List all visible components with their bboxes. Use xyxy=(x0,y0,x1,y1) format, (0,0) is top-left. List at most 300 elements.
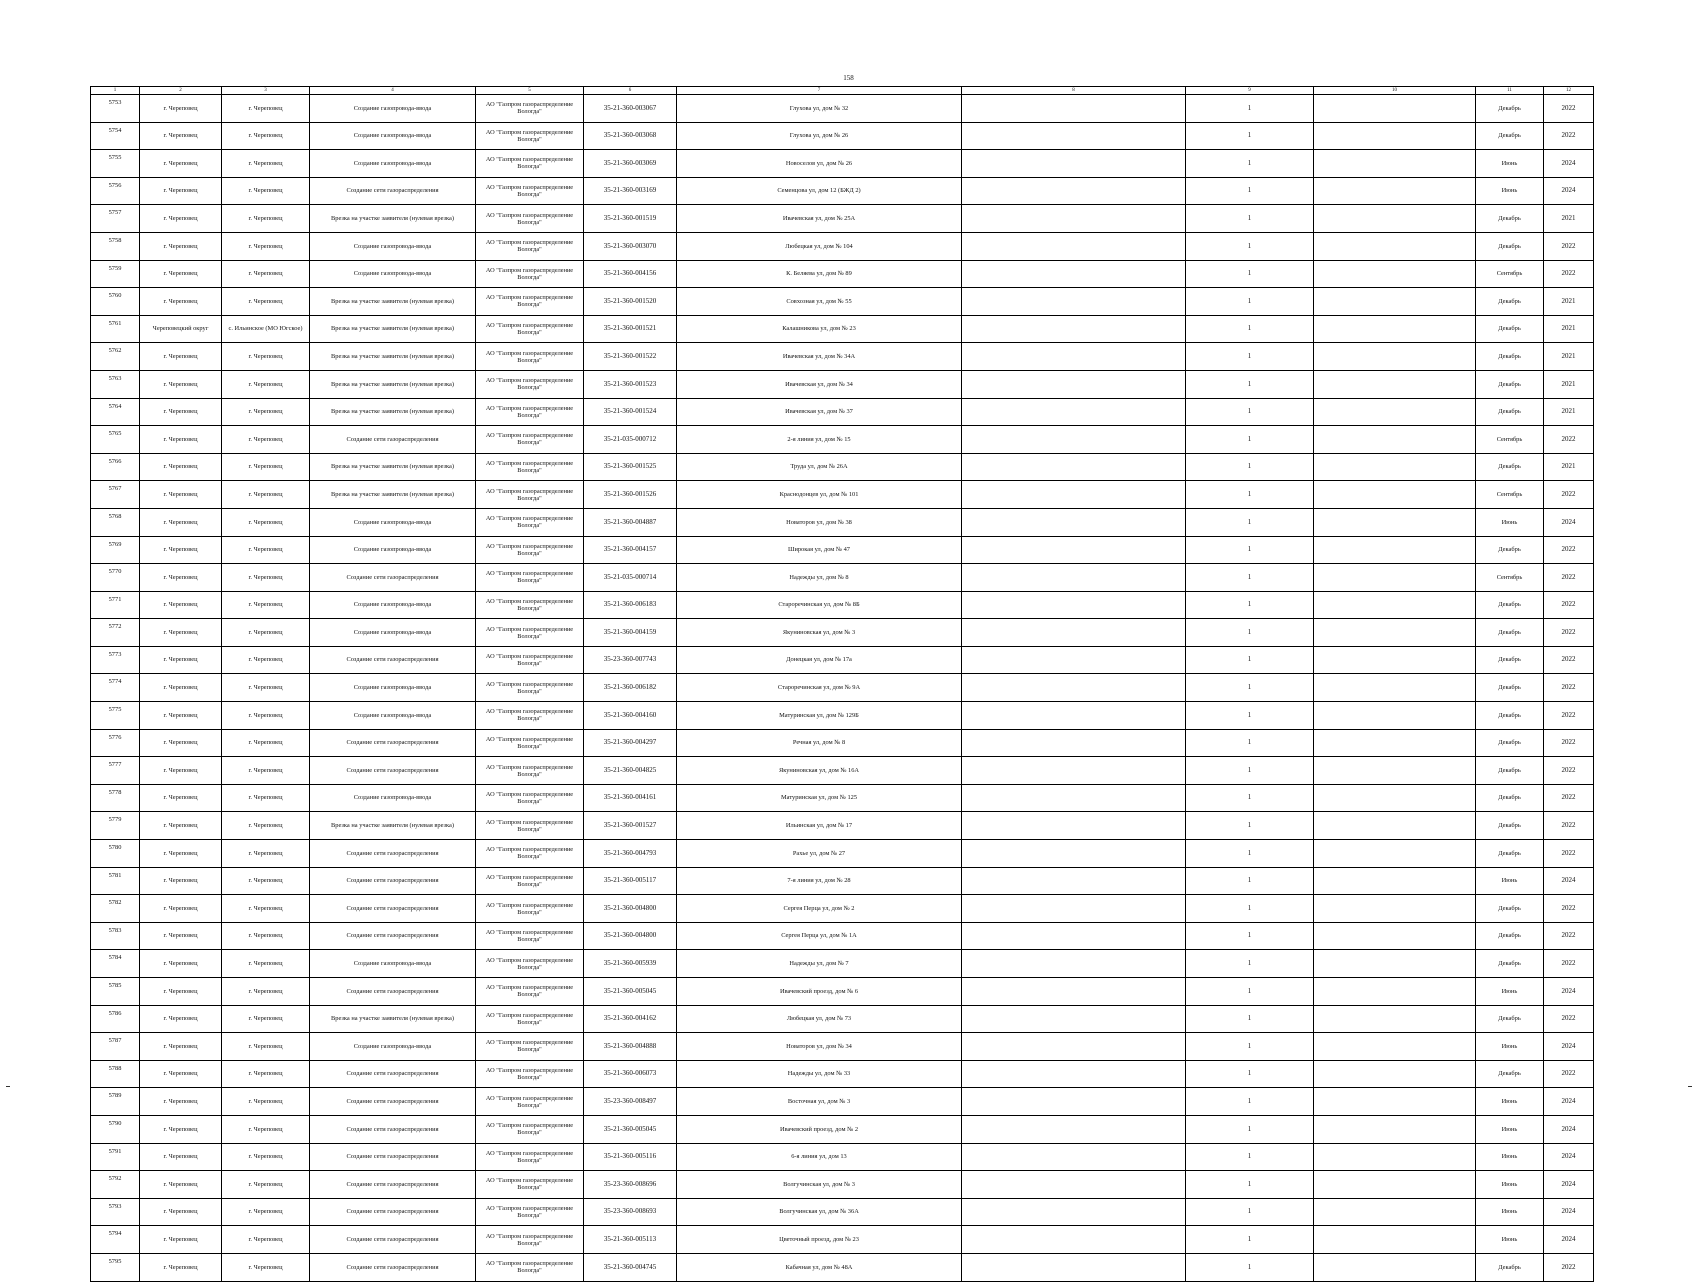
scan-edge-mark-left xyxy=(6,1086,10,1087)
table-cell: Ивачевская ул, дом № 34 xyxy=(677,370,962,398)
table-cell: Декабрь xyxy=(1476,922,1544,950)
table-cell: Цветочный проезд, дом № 23 xyxy=(677,1226,962,1254)
table-cell xyxy=(1314,1005,1476,1033)
table-cell: Глухова ул, дом № 32 xyxy=(677,95,962,123)
table-cell: 5790 xyxy=(91,1115,140,1143)
gas-objects-table xyxy=(90,86,1594,1282)
table-cell: 5781 xyxy=(91,867,140,895)
table-cell: АО "Газпром газораспределение Вологда" xyxy=(476,315,584,343)
table-cell: Сентябрь xyxy=(1476,426,1544,454)
table-cell: г. Череповец xyxy=(222,646,310,674)
table-cell: АО "Газпром газораспределение Вологда" xyxy=(476,1060,584,1088)
table-cell xyxy=(1314,508,1476,536)
table-row xyxy=(91,205,1594,233)
table-row xyxy=(91,315,1594,343)
table-cell: АО "Газпром газораспределение Вологда" xyxy=(476,895,584,923)
table-cell: Староречинская ул, дом № 8Б xyxy=(677,591,962,619)
table-cell: АО "Газпром газораспределение Вологда" xyxy=(476,1088,584,1116)
table-cell: 2024 xyxy=(1544,978,1594,1006)
table-cell: 2022 xyxy=(1544,729,1594,757)
table-cell: 5755 xyxy=(91,150,140,178)
table-row xyxy=(91,481,1594,509)
table-cell: 35-21-360-004825 xyxy=(584,757,677,785)
table-cell: 5779 xyxy=(91,812,140,840)
table-cell: АО "Газпром газораспределение Вологда" xyxy=(476,867,584,895)
table-cell: 2022 xyxy=(1544,812,1594,840)
column-number: 8 xyxy=(962,87,1186,95)
table-cell: 35-21-360-003068 xyxy=(584,122,677,150)
table-row xyxy=(91,646,1594,674)
table-cell: Декабрь xyxy=(1476,343,1544,371)
table-cell: г. Череповец xyxy=(222,895,310,923)
table-row xyxy=(91,453,1594,481)
table-cell: Декабрь xyxy=(1476,315,1544,343)
table-cell xyxy=(962,1115,1186,1143)
table-cell: АО "Газпром газораспределение Вологда" xyxy=(476,288,584,316)
table-cell xyxy=(1314,1143,1476,1171)
table-cell: Декабрь xyxy=(1476,1060,1544,1088)
table-cell: 1 xyxy=(1186,288,1314,316)
table-cell: 5785 xyxy=(91,978,140,1006)
table-row xyxy=(91,757,1594,785)
column-number: 6 xyxy=(584,87,677,95)
table-cell: г. Череповец xyxy=(222,1005,310,1033)
column-number: 10 xyxy=(1314,87,1476,95)
table-cell: 6-я линия ул, дом 13 xyxy=(677,1143,962,1171)
table-row xyxy=(91,619,1594,647)
table-cell: Донецкая ул, дом № 17а xyxy=(677,646,962,674)
table-row xyxy=(91,426,1594,454)
table-cell: Создание газопровода-ввода xyxy=(310,591,476,619)
table-cell xyxy=(1314,950,1476,978)
table-cell: Декабрь xyxy=(1476,1005,1544,1033)
table-cell: 1 xyxy=(1186,978,1314,1006)
table-cell: 5780 xyxy=(91,840,140,868)
table-cell: Декабрь xyxy=(1476,122,1544,150)
table-cell xyxy=(962,867,1186,895)
table-cell xyxy=(1314,1226,1476,1254)
table-row xyxy=(91,729,1594,757)
table-cell: г. Череповец xyxy=(222,177,310,205)
table-cell: Кабачная ул, дом № 48А xyxy=(677,1253,962,1281)
table-cell: Июнь xyxy=(1476,1226,1544,1254)
table-cell: Создание сети газораспределения xyxy=(310,1253,476,1281)
table-cell: АО "Газпром газораспределение Вологда" xyxy=(476,1198,584,1226)
table-cell: АО "Газпром газораспределение Вологда" xyxy=(476,1171,584,1199)
table-cell: АО "Газпром газораспределение Вологда" xyxy=(476,150,584,178)
table-cell: 5768 xyxy=(91,508,140,536)
table-cell: 5795 xyxy=(91,1253,140,1281)
table-cell: г. Череповец xyxy=(140,426,222,454)
table-cell: 35-21-360-004159 xyxy=(584,619,677,647)
table-cell: Создание сети газораспределения xyxy=(310,978,476,1006)
table-cell: АО "Газпром газораспределение Вологда" xyxy=(476,260,584,288)
table-cell: Декабрь xyxy=(1476,205,1544,233)
table-cell: Врезка на участке заявителя (нулевая врезка) xyxy=(310,398,476,426)
table-cell: 1 xyxy=(1186,398,1314,426)
table-cell: г. Череповец xyxy=(140,867,222,895)
table-cell xyxy=(1314,95,1476,123)
table-cell: 1 xyxy=(1186,1198,1314,1226)
table-cell: 2022 xyxy=(1544,564,1594,592)
table-cell: 5772 xyxy=(91,619,140,647)
table-cell xyxy=(1314,205,1476,233)
column-number: 3 xyxy=(222,87,310,95)
table-cell: 5769 xyxy=(91,536,140,564)
table-cell: г. Череповец xyxy=(222,591,310,619)
table-cell: Июнь xyxy=(1476,1171,1544,1199)
table-cell: г. Череповец xyxy=(222,674,310,702)
table-cell: АО "Газпром газораспределение Вологда" xyxy=(476,1115,584,1143)
table-cell: Новоселов ул, дом № 26 xyxy=(677,150,962,178)
table-cell: Создание газопровода-ввода xyxy=(310,619,476,647)
table-cell: АО "Газпром газораспределение Вологда" xyxy=(476,784,584,812)
table-cell: г. Череповец xyxy=(140,260,222,288)
table-cell: 1 xyxy=(1186,812,1314,840)
table-row xyxy=(91,260,1594,288)
table-cell: 5758 xyxy=(91,232,140,260)
table-cell: г. Череповец xyxy=(222,1115,310,1143)
table-cell xyxy=(1314,646,1476,674)
table-cell xyxy=(962,812,1186,840)
table-cell: 2022 xyxy=(1544,922,1594,950)
table-row xyxy=(91,150,1594,178)
table-cell: г. Череповец xyxy=(222,1171,310,1199)
table-cell: 5792 xyxy=(91,1171,140,1199)
table-cell: 7-я линия ул, дом № 28 xyxy=(677,867,962,895)
table-cell: 35-21-360-003070 xyxy=(584,232,677,260)
table-cell: Июнь xyxy=(1476,1143,1544,1171)
column-number: 7 xyxy=(677,87,962,95)
table-row xyxy=(91,1088,1594,1116)
table-cell: 2022 xyxy=(1544,426,1594,454)
table-cell: 2022 xyxy=(1544,702,1594,730)
table-cell: 1 xyxy=(1186,150,1314,178)
table-cell: 1 xyxy=(1186,591,1314,619)
table-cell: г. Череповец xyxy=(222,1253,310,1281)
table-cell: 35-21-360-004156 xyxy=(584,260,677,288)
table-cell: АО "Газпром газораспределение Вологда" xyxy=(476,426,584,454)
table-cell: Создание сети газораспределения xyxy=(310,1226,476,1254)
table-cell: г. Череповец xyxy=(222,619,310,647)
table-cell: 2021 xyxy=(1544,205,1594,233)
table-cell: 2022 xyxy=(1544,1005,1594,1033)
table-cell: г. Череповец xyxy=(140,1115,222,1143)
table-cell xyxy=(1314,177,1476,205)
table-cell: г. Череповец xyxy=(222,343,310,371)
table-cell: г. Череповец xyxy=(140,1033,222,1061)
table-cell: АО "Газпром газораспределение Вологда" xyxy=(476,950,584,978)
table-cell: 2024 xyxy=(1544,1115,1594,1143)
table-cell: г. Череповец xyxy=(140,591,222,619)
page-number: 158 xyxy=(843,74,854,82)
table-cell: 1 xyxy=(1186,232,1314,260)
table-cell: г. Череповец xyxy=(140,950,222,978)
table-cell: 1 xyxy=(1186,508,1314,536)
table-cell: Врезка на участке заявителя (нулевая врезка) xyxy=(310,343,476,371)
table-cell xyxy=(962,1171,1186,1199)
table-cell: Декабрь xyxy=(1476,702,1544,730)
table-cell: г. Череповец xyxy=(140,784,222,812)
table-cell xyxy=(962,784,1186,812)
table-cell: 1 xyxy=(1186,674,1314,702)
table-cell: 1 xyxy=(1186,1253,1314,1281)
table-cell: 5784 xyxy=(91,950,140,978)
table-row xyxy=(91,536,1594,564)
table-cell: 35-21-360-003069 xyxy=(584,150,677,178)
table-cell: 35-21-360-005045 xyxy=(584,978,677,1006)
table-cell: Ивачевский проезд, дом № 2 xyxy=(677,1115,962,1143)
table-cell: АО "Газпром газораспределение Вологда" xyxy=(476,812,584,840)
table-cell xyxy=(962,1033,1186,1061)
table-cell: 1 xyxy=(1186,1005,1314,1033)
table-cell: 35-21-360-001521 xyxy=(584,315,677,343)
table-cell xyxy=(1314,729,1476,757)
table-cell: 2022 xyxy=(1544,591,1594,619)
table-cell xyxy=(962,508,1186,536)
table-cell: Создание сети газораспределения xyxy=(310,867,476,895)
table-cell: г. Череповец xyxy=(222,370,310,398)
table-cell xyxy=(1314,702,1476,730)
table-cell: 2024 xyxy=(1544,1088,1594,1116)
table-cell xyxy=(1314,343,1476,371)
table-cell: Создание сети газораспределения xyxy=(310,1143,476,1171)
table-cell: 1 xyxy=(1186,260,1314,288)
table-cell: 1 xyxy=(1186,702,1314,730)
table-cell: АО "Газпром газораспределение Вологда" xyxy=(476,398,584,426)
table-cell: г. Череповец xyxy=(222,702,310,730)
table-cell: 5766 xyxy=(91,453,140,481)
table-cell: 1 xyxy=(1186,950,1314,978)
table-cell: Ильинская ул, дом № 17 xyxy=(677,812,962,840)
table-cell: 35-21-360-001522 xyxy=(584,343,677,371)
table-cell: Врезка на участке заявителя (нулевая врезка) xyxy=(310,288,476,316)
table-cell xyxy=(962,646,1186,674)
table-cell xyxy=(962,205,1186,233)
column-number-row xyxy=(91,87,1594,95)
table-cell: Врезка на участке заявителя (нулевая врезка) xyxy=(310,812,476,840)
table-cell: г. Череповец xyxy=(222,1060,310,1088)
table-cell: 2022 xyxy=(1544,122,1594,150)
table-cell: АО "Газпром газораспределение Вологда" xyxy=(476,232,584,260)
table-cell xyxy=(1314,867,1476,895)
table-cell: 35-21-360-004793 xyxy=(584,840,677,868)
table-cell: г. Череповец xyxy=(140,177,222,205)
table-cell: 35-21-360-001524 xyxy=(584,398,677,426)
table-row xyxy=(91,1226,1594,1254)
table-cell: 35-21-360-003169 xyxy=(584,177,677,205)
table-cell xyxy=(962,426,1186,454)
table-cell xyxy=(962,536,1186,564)
table-cell: 2024 xyxy=(1544,867,1594,895)
table-cell: Создание газопровода-ввода xyxy=(310,784,476,812)
table-row xyxy=(91,232,1594,260)
table-cell xyxy=(1314,232,1476,260)
table-cell: Июнь xyxy=(1476,1088,1544,1116)
table-cell: 1 xyxy=(1186,757,1314,785)
table-cell: АО "Газпром газораспределение Вологда" xyxy=(476,343,584,371)
table-cell: 2022 xyxy=(1544,757,1594,785)
table-cell: г. Череповец xyxy=(140,978,222,1006)
table-cell xyxy=(962,674,1186,702)
table-cell: АО "Газпром газораспределение Вологда" xyxy=(476,757,584,785)
table-cell: Декабрь xyxy=(1476,757,1544,785)
table-cell: г. Череповец xyxy=(222,536,310,564)
table-cell: Создание газопровода-ввода xyxy=(310,232,476,260)
table-cell: 2024 xyxy=(1544,1033,1594,1061)
table-cell: 5761 xyxy=(91,315,140,343)
table-cell: АО "Газпром газораспределение Вологда" xyxy=(476,453,584,481)
table-cell: 2024 xyxy=(1544,1226,1594,1254)
table-cell: 5753 xyxy=(91,95,140,123)
table-cell xyxy=(962,260,1186,288)
table-cell xyxy=(962,370,1186,398)
table-cell: 5763 xyxy=(91,370,140,398)
table-cell xyxy=(962,1005,1186,1033)
table-cell: Создание газопровода-ввода xyxy=(310,508,476,536)
table-cell: 35-21-360-004887 xyxy=(584,508,677,536)
table-row xyxy=(91,784,1594,812)
table-cell: г. Череповец xyxy=(222,812,310,840)
table-cell xyxy=(1314,757,1476,785)
table-cell: г. Череповец xyxy=(222,288,310,316)
table-cell: 1 xyxy=(1186,536,1314,564)
table-cell: 2024 xyxy=(1544,177,1594,205)
table-cell: 35-21-035-000712 xyxy=(584,426,677,454)
table-cell xyxy=(962,177,1186,205)
table-cell xyxy=(1314,370,1476,398)
table-cell: 5759 xyxy=(91,260,140,288)
table-cell: АО "Газпром газораспределение Вологда" xyxy=(476,370,584,398)
table-cell: 2022 xyxy=(1544,1253,1594,1281)
table-cell: Декабрь xyxy=(1476,591,1544,619)
table-cell: 1 xyxy=(1186,922,1314,950)
table-cell: г. Череповец xyxy=(222,840,310,868)
table-cell: Сентябрь xyxy=(1476,481,1544,509)
table-cell: 1 xyxy=(1186,1143,1314,1171)
table-cell: г. Череповец xyxy=(140,646,222,674)
table-cell: 1 xyxy=(1186,1088,1314,1116)
table-cell: Создание сети газораспределения xyxy=(310,426,476,454)
table-cell: г. Череповец xyxy=(140,1198,222,1226)
table-cell: 1 xyxy=(1186,315,1314,343)
table-cell: 2021 xyxy=(1544,343,1594,371)
table-cell xyxy=(962,232,1186,260)
table-cell: г. Череповец xyxy=(222,729,310,757)
table-cell: Июнь xyxy=(1476,1198,1544,1226)
table-row xyxy=(91,702,1594,730)
table-cell: 35-21-360-006073 xyxy=(584,1060,677,1088)
table-cell xyxy=(1314,1060,1476,1088)
table-cell: 1 xyxy=(1186,1115,1314,1143)
table-cell: Речная ул, дом № 8 xyxy=(677,729,962,757)
table-row xyxy=(91,1115,1594,1143)
table-cell: г. Череповец xyxy=(222,950,310,978)
table-cell: АО "Газпром газораспределение Вологда" xyxy=(476,591,584,619)
table-cell: 2022 xyxy=(1544,646,1594,674)
table-cell xyxy=(962,1060,1186,1088)
table-cell: Труда ул, дом № 26А xyxy=(677,453,962,481)
table-cell: 1 xyxy=(1186,95,1314,123)
table-cell: Декабрь xyxy=(1476,288,1544,316)
column-number: 12 xyxy=(1544,87,1594,95)
table-cell: г. Череповец xyxy=(222,1226,310,1254)
table-cell xyxy=(1314,1088,1476,1116)
table-cell: Создание сети газораспределения xyxy=(310,564,476,592)
table-cell: 1 xyxy=(1186,784,1314,812)
table-cell xyxy=(962,619,1186,647)
table-cell: 35-21-360-004161 xyxy=(584,784,677,812)
table-cell xyxy=(1314,978,1476,1006)
table-cell: г. Череповец xyxy=(140,840,222,868)
table-cell: г. Череповец xyxy=(222,426,310,454)
table-cell: 5764 xyxy=(91,398,140,426)
table-cell: 2021 xyxy=(1544,398,1594,426)
table-cell xyxy=(1314,315,1476,343)
table-row xyxy=(91,1253,1594,1281)
table-cell xyxy=(962,481,1186,509)
table-cell: Июнь xyxy=(1476,1115,1544,1143)
table-cell: Семенцова ул, дом 12 (БЖД 2) xyxy=(677,177,962,205)
table-row xyxy=(91,564,1594,592)
table-cell: АО "Газпром газораспределение Вологда" xyxy=(476,1033,584,1061)
table-row xyxy=(91,978,1594,1006)
table-cell: г. Череповец xyxy=(140,150,222,178)
table-cell: 35-21-360-004162 xyxy=(584,1005,677,1033)
table-cell: Создание газопровода-ввода xyxy=(310,702,476,730)
table-cell xyxy=(962,150,1186,178)
table-cell: Июнь xyxy=(1476,1033,1544,1061)
table-cell: г. Череповец xyxy=(222,1143,310,1171)
table-cell: 35-21-360-003067 xyxy=(584,95,677,123)
table-row xyxy=(91,812,1594,840)
table-cell: 2-я линия ул, дом № 15 xyxy=(677,426,962,454)
table-cell xyxy=(1314,1033,1476,1061)
table-cell: 2022 xyxy=(1544,232,1594,260)
table-row xyxy=(91,1033,1594,1061)
table-cell: 35-21-360-004297 xyxy=(584,729,677,757)
table-cell: Восточная ул, дом № 3 xyxy=(677,1088,962,1116)
table-cell: 35-21-360-004160 xyxy=(584,702,677,730)
scan-edge-mark-right xyxy=(1688,1086,1692,1087)
table-row xyxy=(91,122,1594,150)
table-cell: г. Череповец xyxy=(222,260,310,288)
table-cell: г. Череповец xyxy=(140,508,222,536)
table-cell: Врезка на участке заявителя (нулевая врезка) xyxy=(310,370,476,398)
table-cell: г. Череповец xyxy=(140,564,222,592)
table-cell: 1 xyxy=(1186,1171,1314,1199)
table-cell: 35-21-360-001525 xyxy=(584,453,677,481)
table-cell: 1 xyxy=(1186,370,1314,398)
table-cell: АО "Газпром газораспределение Вологда" xyxy=(476,729,584,757)
table-cell: г. Череповец xyxy=(222,150,310,178)
table-cell: 35-21-360-006183 xyxy=(584,591,677,619)
table-cell: г. Череповец xyxy=(140,922,222,950)
table-cell xyxy=(962,122,1186,150)
table-cell: г. Череповец xyxy=(140,674,222,702)
table-cell: г. Череповец xyxy=(222,1033,310,1061)
table-cell: 35-21-360-004800 xyxy=(584,922,677,950)
table-cell: Создание сети газораспределения xyxy=(310,895,476,923)
table-cell: г. Череповец xyxy=(140,453,222,481)
table-cell: 1 xyxy=(1186,840,1314,868)
table-cell: 2022 xyxy=(1544,95,1594,123)
table-cell: 35-21-360-004888 xyxy=(584,1033,677,1061)
table-cell: 5794 xyxy=(91,1226,140,1254)
table-cell: 1 xyxy=(1186,177,1314,205)
table-cell: г. Череповец xyxy=(140,370,222,398)
table-cell xyxy=(962,315,1186,343)
